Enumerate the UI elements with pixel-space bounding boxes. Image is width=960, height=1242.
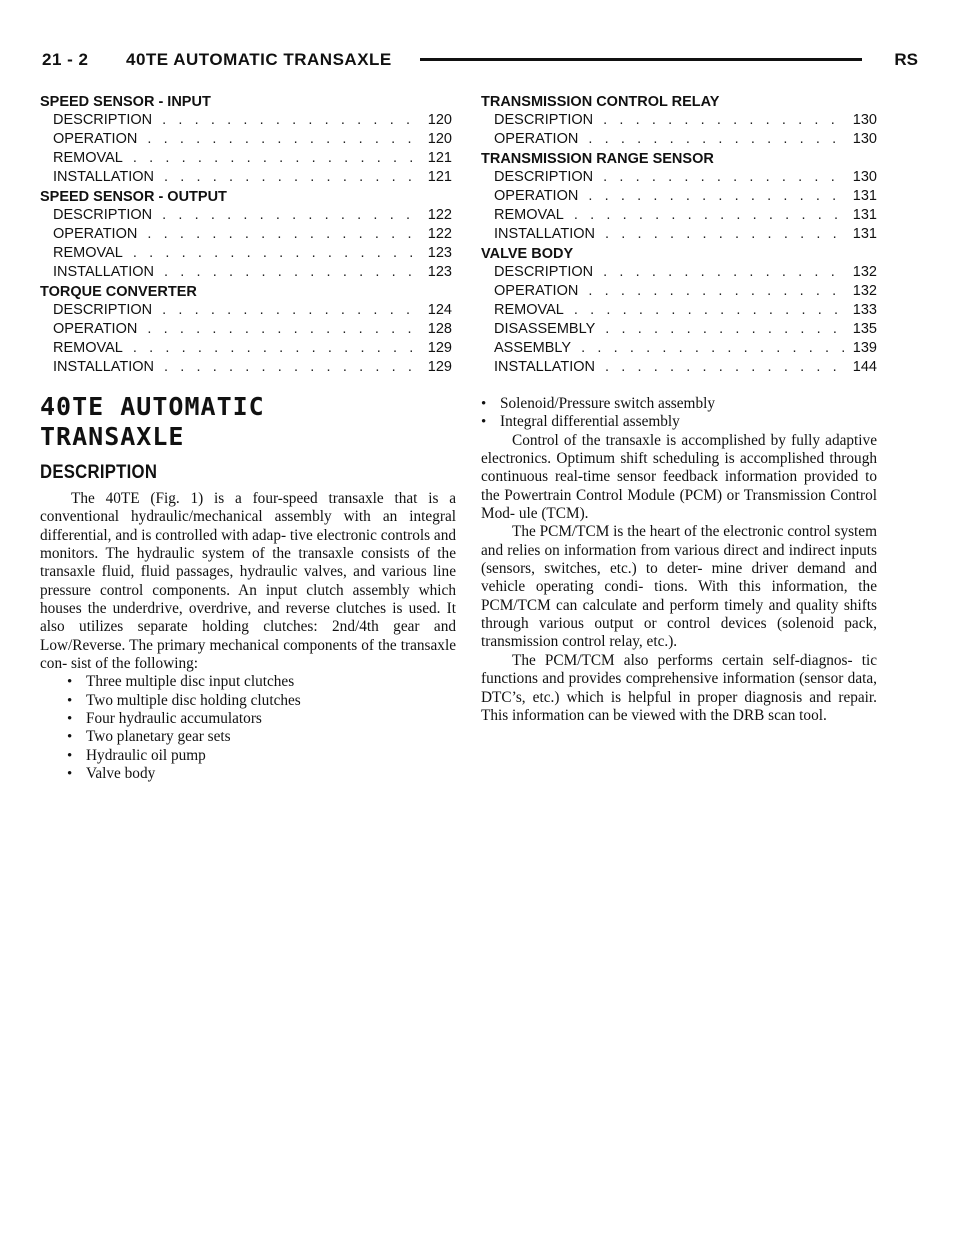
toc-entry-page: 128 [427, 321, 452, 337]
vehicle-code: RS [894, 50, 918, 69]
list-item [40, 728, 456, 746]
toc-leader-dots [574, 302, 847, 318]
toc-leader-dots [603, 112, 847, 128]
list-item [40, 747, 456, 765]
toc-entry[interactable] [40, 264, 452, 283]
bullet-icon: • [67, 711, 73, 728]
toc-entry-label: REMOVAL [53, 245, 123, 261]
pcm-paragraph: The PCM/TCM is the heart of the electronic control system and relies on information from various direct and indirect inputs (sensors, switches, etc.) to deter- mine driver demand and vehicle operating condi- tions. With this information, the PCM/TCM can calculate and perform timely and quality shifts through various output or control devices (solenoid pack, transmission control relay, etc.). [481, 523, 877, 651]
toc-entry-label: DESCRIPTION [53, 112, 153, 128]
toc-entry-page: 133 [852, 302, 877, 318]
toc-left-column [40, 93, 452, 378]
toc-leader-dots [147, 321, 421, 337]
article-body-right [481, 395, 877, 725]
header-rule [420, 58, 862, 61]
toc-entry[interactable] [40, 340, 452, 359]
toc-entry[interactable] [40, 131, 452, 150]
toc-entry-label: INSTALLATION [53, 169, 154, 185]
toc-entry-page: 120 [427, 131, 452, 147]
intro-paragraph: The 40TE (Fig. 1) is a four-speed transaxle that is a conventional hydraulic/mechanical assembly with an integral differential, and is controlled with adap- tive electronic controls and monitors. The hydraulic system of the transaxle consists of the transaxle fluid, fluid passages, hydraulic valves, and various line pressure control components. An input clutch assembly which houses the underdrive, overdrive, and reverse clutches is used. It also utilizes separate holding clutches: 2nd/4th gear and Low/Reverse. The primary mechanical components of the transaxle con- sist of the following: [40, 490, 456, 673]
toc-entry[interactable] [40, 150, 452, 169]
toc-leader-dots [603, 169, 847, 185]
toc-section-title: VALVE BODY [481, 246, 574, 262]
bullet-icon: • [67, 747, 73, 764]
list-item [481, 413, 877, 431]
toc-entry[interactable] [481, 321, 877, 340]
toc-section-title: SPEED SENSOR - OUTPUT [40, 189, 227, 205]
list-item-text: Three multiple disc input clutches [86, 673, 295, 691]
toc-entry[interactable] [40, 207, 452, 226]
toc-entry-label: OPERATION [494, 131, 579, 147]
component-list-left [40, 673, 456, 783]
toc-entry[interactable] [481, 131, 877, 150]
toc-entry-page: 131 [852, 226, 877, 242]
toc-entry-page: 130 [852, 112, 877, 128]
toc-entry-label: INSTALLATION [53, 264, 154, 280]
toc-leader-dots [581, 340, 847, 356]
toc-leader-dots [162, 112, 422, 128]
bullet-icon: • [67, 729, 73, 746]
bullet-icon: • [481, 414, 487, 431]
toc-entry-label: OPERATION [53, 131, 138, 147]
toc-leader-dots [162, 207, 422, 223]
article-title-line-1: 40TE AUTOMATIC [40, 392, 265, 421]
toc-right-column [481, 93, 877, 378]
list-item [40, 692, 456, 710]
toc-entry-page: 130 [852, 131, 877, 147]
toc-entry[interactable] [40, 226, 452, 245]
toc-leader-dots [164, 169, 422, 185]
toc-entry-label: OPERATION [494, 283, 579, 299]
toc-entry[interactable] [481, 207, 877, 226]
list-item-text: Solenoid/Pressure switch assembly [500, 395, 715, 412]
toc-entry[interactable] [481, 264, 877, 283]
toc-leader-dots [133, 340, 422, 356]
toc-entry-label: ASSEMBLY [494, 340, 572, 356]
bullet-icon: • [67, 692, 73, 709]
toc-entry[interactable] [481, 283, 877, 302]
section-title: 40TE AUTOMATIC TRANSAXLE [126, 50, 392, 69]
page-number: 21 - 2 [42, 50, 89, 69]
toc-entry-label: OPERATION [53, 226, 138, 242]
toc-entry-page: 122 [427, 226, 452, 242]
toc-entry-page: 123 [427, 264, 452, 280]
toc-entry-page: 144 [852, 359, 877, 375]
toc-entry-label: REMOVAL [494, 207, 564, 223]
toc-entry[interactable] [40, 321, 452, 340]
article-title [40, 392, 460, 452]
toc-entry-label: REMOVAL [53, 150, 123, 166]
list-item-text: Two multiple disc holding clutches [86, 691, 301, 709]
bullet-icon: • [481, 396, 487, 412]
toc-entry[interactable] [40, 169, 452, 188]
toc-entry-label: DESCRIPTION [494, 264, 594, 280]
toc-leader-dots [588, 188, 846, 204]
toc-leader-dots [164, 264, 422, 280]
toc-section-title: SPEED SENSOR - INPUT [40, 94, 211, 110]
toc-entry-page: 130 [852, 169, 877, 185]
toc-entry[interactable] [481, 226, 877, 245]
toc-leader-dots [574, 207, 847, 223]
toc-entry[interactable] [40, 112, 452, 131]
toc-leader-dots [133, 150, 422, 166]
article-title-line-2: TRANSAXLE [40, 422, 185, 451]
toc-entry-label: DESCRIPTION [494, 112, 594, 128]
toc-entry-page: 131 [852, 207, 877, 223]
toc-entry-page: 132 [852, 283, 877, 299]
toc-entry-page: 124 [427, 302, 452, 318]
toc-leader-dots [164, 359, 422, 375]
page-header [42, 40, 918, 78]
toc-leader-dots [147, 226, 421, 242]
toc-leader-dots [147, 131, 421, 147]
list-item [40, 765, 456, 783]
toc-entry[interactable] [481, 340, 877, 359]
toc-entry[interactable] [40, 245, 452, 264]
toc-entry[interactable] [481, 359, 877, 378]
toc-entry-page: 132 [852, 264, 877, 280]
toc-leader-dots [603, 264, 847, 280]
toc-entry-page: 120 [427, 112, 452, 128]
toc-entry[interactable] [481, 169, 877, 188]
toc-entry-page: 135 [852, 321, 877, 337]
toc-leader-dots [588, 283, 846, 299]
toc-leader-dots [162, 302, 422, 318]
diagnostics-paragraph: The PCM/TCM also performs certain self-diagnos- tic functions and provides comprehensive information (sensor data, DTC’s, etc.) which is helpful in proper diagnosis and repair. This information can be viewed with the DRB scan tool. [481, 651, 877, 724]
toc-leader-dots [605, 359, 847, 375]
toc-entry[interactable] [481, 302, 877, 321]
bullet-icon: • [67, 674, 73, 691]
article-body-left [40, 490, 456, 784]
toc-entry-label: REMOVAL [494, 302, 564, 318]
toc-leader-dots [133, 245, 422, 261]
list-item-text: Valve body [86, 765, 156, 783]
list-item [481, 395, 877, 413]
list-item-text: Integral differential assembly [500, 413, 680, 431]
toc-entry-page: 121 [427, 169, 452, 185]
toc-entry[interactable] [40, 359, 452, 378]
toc-section-title: TRANSMISSION CONTROL RELAY [481, 94, 720, 110]
list-item-text: Hydraulic oil pump [86, 746, 206, 764]
toc-entry-label: INSTALLATION [53, 359, 154, 375]
toc-entry-page: 121 [427, 150, 452, 166]
toc-entry-page: 131 [852, 188, 877, 204]
list-item-text: Two planetary gear sets [86, 728, 231, 746]
toc-entry[interactable] [481, 188, 877, 207]
toc-entry-label: DESCRIPTION [53, 207, 153, 223]
toc-leader-dots [588, 131, 846, 147]
control-paragraph: Control of the transaxle is accomplished by fully adaptive electronics. Optimum shift scheduling is accomplished through continuous real-time sensor feedback information provided to the Powertrain Control Module (PCM) or Transmission Control Mod- ule (TCM). [481, 431, 877, 523]
component-list-right [481, 395, 877, 432]
toc-entry-label: DESCRIPTION [53, 302, 153, 318]
toc-leader-dots [605, 226, 847, 242]
toc-entry[interactable] [40, 302, 452, 321]
toc-entry-label: OPERATION [53, 321, 138, 337]
toc-entry-label: INSTALLATION [494, 226, 595, 242]
toc-entry-page: 129 [427, 340, 452, 356]
bullet-icon: • [67, 766, 73, 783]
toc-entry-page: 123 [427, 245, 452, 261]
toc-entry-label: DISASSEMBLY [494, 321, 596, 337]
toc-entry[interactable] [481, 112, 877, 131]
toc-section-title: TORQUE CONVERTER [40, 284, 197, 300]
toc-entry-label: REMOVAL [53, 340, 123, 356]
list-item [40, 710, 456, 728]
toc-entry-page: 129 [427, 359, 452, 375]
toc-entry-label: OPERATION [494, 188, 579, 204]
toc-leader-dots [605, 321, 847, 337]
toc-entry-label: INSTALLATION [494, 359, 595, 375]
toc-entry-page: 122 [427, 207, 452, 223]
toc-entry-label: DESCRIPTION [494, 169, 594, 185]
list-item-text: Four hydraulic accumulators [86, 710, 262, 728]
toc-entry-page: 139 [852, 340, 877, 356]
toc-section-title: TRANSMISSION RANGE SENSOR [481, 151, 714, 167]
list-item [40, 673, 456, 691]
description-heading: DESCRIPTION [40, 462, 158, 483]
